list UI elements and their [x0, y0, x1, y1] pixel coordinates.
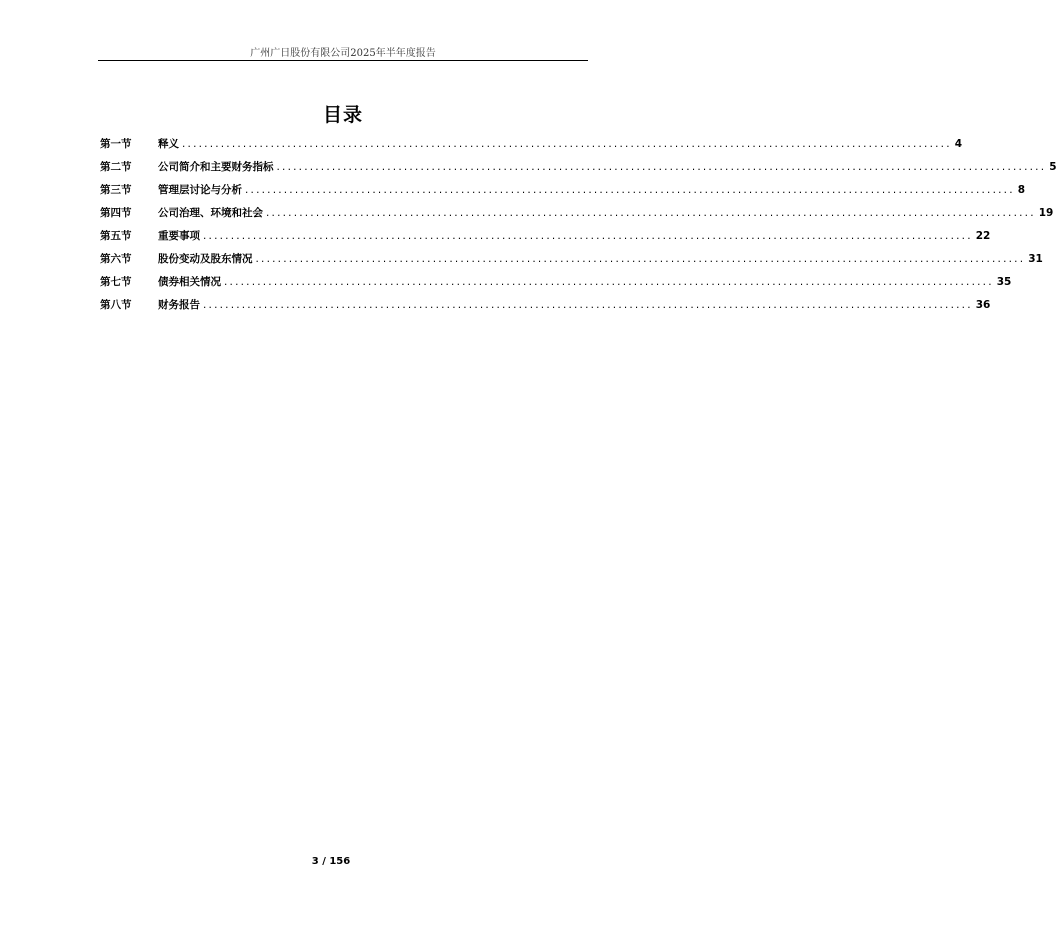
toc-entry-label[interactable]: 重要事项 [158, 230, 200, 242]
toc-entry[interactable] [100, 205, 1054, 228]
toc-section-number: 第三节 [100, 184, 132, 196]
toc-entry[interactable] [100, 274, 1012, 297]
toc-entry[interactable] [100, 297, 991, 320]
toc-dot-leader: ........................................................................................................................................... [203, 299, 973, 311]
toc-dot-leader: ........................................................................................................................................... [276, 161, 1047, 173]
running-header: 广州广日股份有限公司2025年半年度报告 [250, 48, 436, 59]
toc-page-number[interactable]: 36 [975, 299, 991, 311]
toc-dot-leader: ........................................................................................................................................... [224, 276, 994, 288]
toc-entry-label[interactable]: 管理层讨论与分析 [158, 184, 242, 196]
toc-entry-label[interactable]: 债券相关情况 [158, 276, 221, 288]
toc-title: 目录 [322, 104, 363, 126]
toc-section-number: 第六节 [100, 253, 132, 265]
toc-page-number[interactable]: 5 [1049, 161, 1057, 173]
toc-entry-label[interactable]: 股份变动及股东情况 [158, 253, 253, 265]
toc-entry[interactable] [100, 159, 1057, 182]
table-of-contents [100, 136, 1057, 320]
toc-dot-leader: ........................................................................................................................................... [266, 207, 1036, 219]
toc-page-number[interactable]: 35 [996, 276, 1012, 288]
toc-page-number[interactable]: 19 [1038, 207, 1054, 219]
toc-page-number[interactable]: 31 [1028, 253, 1043, 265]
toc-entry-label[interactable]: 公司简介和主要财务指标 [158, 161, 274, 173]
toc-section-number: 第八节 [100, 299, 132, 311]
toc-dot-leader: ........................................................................................................................................... [203, 230, 973, 242]
page-number-footer: 3 / 156 [311, 856, 351, 867]
toc-entry[interactable] [100, 228, 991, 251]
toc-entry[interactable] [100, 136, 963, 159]
toc-section-number: 第五节 [100, 230, 132, 242]
toc-entry[interactable] [100, 251, 1043, 274]
toc-dot-leader: ........................................................................................................................................... [255, 253, 1026, 265]
toc-page-number[interactable]: 4 [954, 138, 963, 150]
toc-entry[interactable] [100, 182, 1026, 205]
toc-entry-label[interactable]: 释义 [158, 138, 179, 150]
toc-page-number[interactable]: 22 [975, 230, 991, 242]
toc-section-number: 第七节 [100, 276, 132, 288]
toc-page-number[interactable]: 8 [1017, 184, 1026, 196]
toc-section-number: 第一节 [100, 138, 132, 150]
toc-dot-leader: ........................................................................................................................................... [245, 184, 1015, 196]
toc-section-number: 第四节 [100, 207, 132, 219]
toc-section-number: 第二节 [100, 161, 132, 173]
header-divider [98, 60, 588, 61]
toc-dot-leader: ........................................................................................................................................... [182, 138, 952, 150]
toc-entry-label[interactable]: 公司治理、环境和社会 [158, 207, 263, 219]
toc-entry-label[interactable]: 财务报告 [158, 299, 200, 311]
